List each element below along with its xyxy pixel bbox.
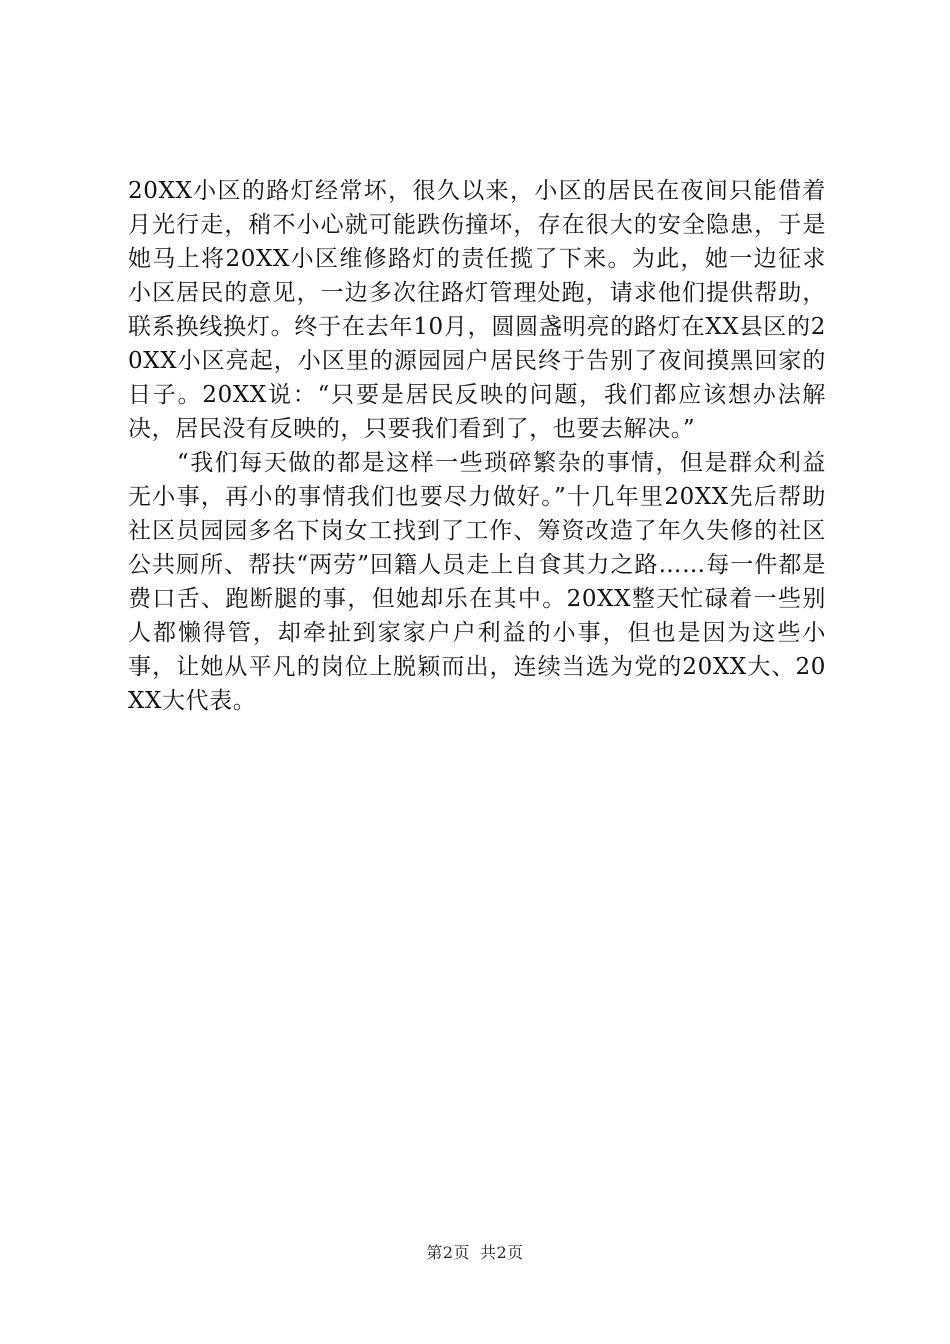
body-paragraph-1: 20XX小区的路灯经常坏，很久以来，小区的居民在夜间只能借着月光行走，稍不小心就可能跌伤撞坏，存在很大的安全隐患，于是她马上将20XX小区维修路灯的责任揽了下来。为此，她一边征求小区居民的意见，一边多次往路灯管理处跑，请求他们提供帮助，联系换线换灯。终于在去年10月，圆圆盏明亮的路灯在XX县区的20XX小区亮起，小区里的源园园户居民终于告别了夜间摸黑回家的日子。20XX说：“只要是居民反映的问题，我们都应该想办法解决，居民没有反映的，只要我们看到了，也要去解决。”: [128, 178, 826, 442]
body-paragraph-2: “我们每天做的都是这样一些琐碎繁杂的事情，但是群众利益无小事，再小的事情我们也要尽力做好。”十几年里20XX先后帮助社区员园园多名下岗女工找到了工作、筹资改造了年久失修的社区公共厕所、帮扶“两劳”回籍人员走上自食其力之路……每一件都是费口舌、跑断腿的事，但她却乐在其中。20XX整天忙碌着一些别人都懒得管，却牵扯到家家户户利益的小事，但也是因为这些小事，让她从平凡的岗位上脱颖而出，连续当选为党的20XX大、20XX大代表。: [128, 450, 826, 714]
page-total: 共2页: [480, 1243, 524, 1262]
page-footer: [0, 1243, 950, 1263]
page-number: 第2页: [426, 1243, 470, 1262]
document-body: [128, 174, 826, 718]
